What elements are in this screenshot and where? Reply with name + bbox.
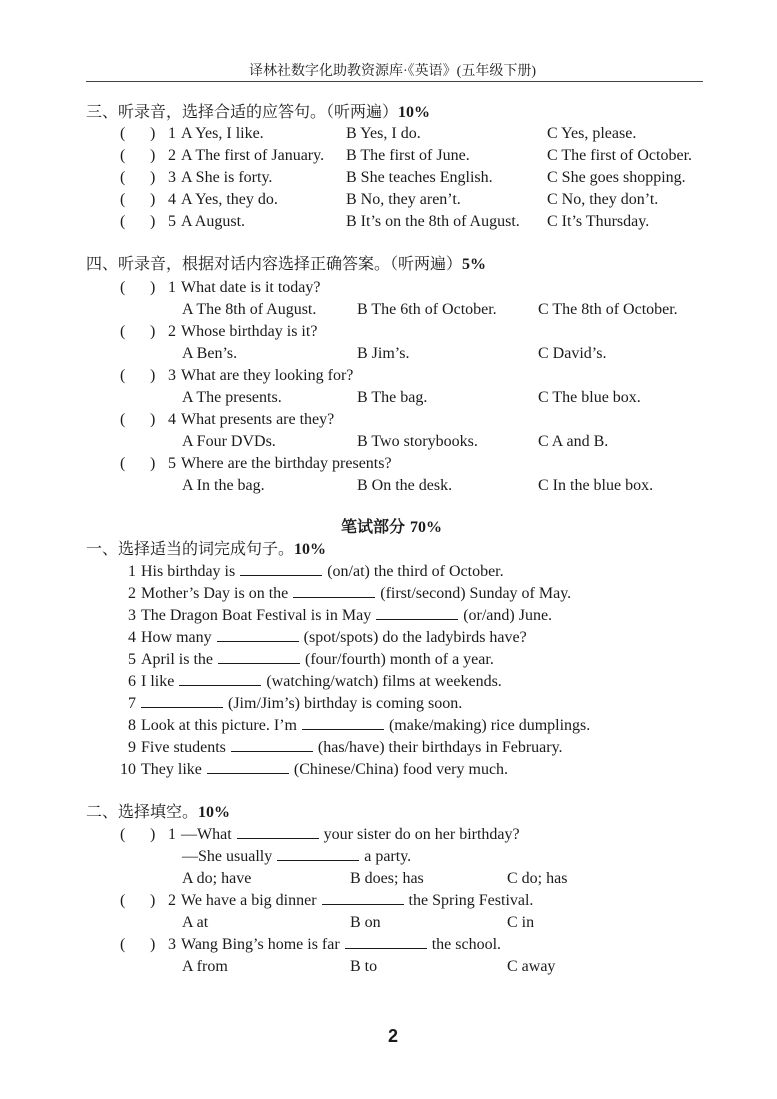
answer-bracket-close: ) — [150, 191, 156, 208]
answer-bracket-close: ) — [150, 411, 156, 428]
question-row — [0, 167, 777, 189]
option-c: C She goes shopping. — [547, 169, 686, 186]
sentence-text-after: (watching/watch) films at weekends. — [266, 673, 502, 690]
question-number: 1 — [168, 279, 176, 296]
sentence — [112, 671, 502, 693]
answer-bracket-close: ) — [150, 169, 156, 186]
options-row — [0, 475, 777, 497]
answer-bracket-close: ) — [150, 213, 156, 230]
answer-bracket-close: ) — [150, 455, 156, 472]
sentence — [112, 693, 462, 715]
answer-bracket-open: ( — [120, 125, 126, 142]
answer-blank — [231, 737, 313, 752]
answer-bracket-open: ( — [120, 279, 126, 296]
option-a: A The first of January. — [181, 147, 325, 164]
question-text: your sister do on her birthday? — [323, 826, 520, 843]
sentence-text-before: How many — [141, 629, 212, 646]
option-a: A from — [182, 958, 228, 975]
section-heading-text: 一、选择适当的词完成句子。 — [86, 541, 295, 558]
question-number: 3 — [168, 367, 176, 384]
options-row — [0, 431, 777, 453]
sentence-row — [0, 693, 777, 715]
sentence-number: 7 — [128, 695, 136, 712]
question-row — [0, 123, 777, 145]
option-b: B She teaches English. — [346, 169, 493, 186]
option-b: B The first of June. — [346, 147, 470, 164]
question-lead — [168, 409, 334, 431]
option-a: A Ben’s. — [182, 345, 238, 362]
option-b: B No, they aren’t. — [346, 191, 461, 208]
options-row — [0, 343, 777, 365]
answer-blank — [141, 693, 223, 708]
sentence-text-before: Look at this picture. I’m — [141, 717, 297, 734]
sentence-row — [0, 759, 777, 781]
section-heading — [86, 539, 326, 561]
sentence-text-before: His birthday is — [141, 563, 236, 580]
sentence-row — [0, 737, 777, 759]
question-lead — [168, 211, 245, 233]
sentence-number: 8 — [128, 717, 136, 734]
answer-blank — [217, 627, 299, 642]
question-lead — [168, 189, 278, 211]
sentence — [112, 561, 504, 583]
sentence-row — [0, 605, 777, 627]
option-c: C In the blue box. — [538, 477, 654, 494]
answer-bracket-open: ( — [120, 411, 126, 428]
sentence-number: 2 — [128, 585, 136, 602]
sentence-number: 3 — [128, 607, 136, 624]
question-number: 1 — [168, 826, 176, 843]
sentence — [112, 627, 527, 649]
sentence-text-after: (make/making) rice dumplings. — [388, 717, 591, 734]
question-row — [0, 824, 777, 846]
answer-blank — [207, 759, 289, 774]
question-row — [0, 890, 777, 912]
option-b: B Jim’s. — [357, 345, 410, 362]
section-heading — [86, 254, 486, 276]
answer-blank — [376, 605, 458, 620]
options-row — [0, 956, 777, 978]
sentence-text-after: (Jim/Jim’s) birthday is coming soon. — [228, 695, 463, 712]
question-number: 3 — [168, 936, 176, 953]
question-text: We have a big dinner — [181, 892, 317, 909]
option-a: A do; have — [182, 870, 252, 887]
sentence-text-before: April is the — [141, 651, 213, 668]
question-text: What are they looking for? — [181, 367, 354, 384]
answer-bracket-close: ) — [150, 125, 156, 142]
option-c: C It’s Thursday. — [547, 213, 650, 230]
question-row — [0, 211, 777, 233]
written-part-title — [341, 517, 442, 539]
sentence-text-after: (or/and) June. — [463, 607, 553, 624]
sentence — [112, 649, 494, 671]
sentence-number: 6 — [128, 673, 136, 690]
sentence-text-before: I like — [141, 673, 175, 690]
sentence-number: 10 — [120, 761, 136, 778]
question-text: —She usually — [182, 848, 273, 865]
question-continuation — [182, 846, 411, 868]
sentence-number: 9 — [128, 739, 136, 756]
option-c: C No, they don’t. — [547, 191, 659, 208]
option-c: C David’s. — [538, 345, 607, 362]
page-number: 2 — [388, 1026, 399, 1046]
option-b: B to — [350, 958, 378, 975]
section-score: 5% — [462, 256, 487, 273]
answer-blank — [237, 824, 319, 839]
option-c: C away — [507, 958, 556, 975]
question-text: a party. — [364, 848, 412, 865]
option-c: C The blue box. — [538, 389, 641, 406]
options-row — [0, 912, 777, 934]
written-part-score: 70% — [410, 519, 443, 536]
sentence-text-after: (Chinese/China) food very much. — [293, 761, 509, 778]
question-lead — [168, 123, 264, 145]
option-b: B on — [350, 914, 381, 931]
header-title: 译林社数字化助教资源库·《英语》(五年级下册) — [249, 64, 536, 79]
question-row — [0, 934, 777, 956]
option-a: A The 8th of August. — [182, 301, 317, 318]
option-b: B does; has — [350, 870, 424, 887]
sentence-number: 5 — [128, 651, 136, 668]
answer-bracket-close: ) — [150, 892, 156, 909]
option-c: C A and B. — [538, 433, 609, 450]
sentence-text-before: Five students — [141, 739, 226, 756]
sentence — [112, 583, 571, 605]
sentence — [112, 715, 590, 737]
option-b: B The bag. — [357, 389, 428, 406]
answer-bracket-open: ( — [120, 826, 126, 843]
written-part-title-text: 笔试部分 — [341, 519, 406, 536]
question-lead — [168, 824, 520, 846]
question-lead — [168, 277, 321, 299]
question-text: the school. — [431, 936, 502, 953]
option-b: B Two storybooks. — [357, 433, 478, 450]
answer-blank — [218, 649, 300, 664]
sentence — [112, 605, 552, 627]
question-text: Wang Bing’s home is far — [181, 936, 340, 953]
question-row — [0, 409, 777, 431]
sentence-text-before: Mother’s Day is on the — [141, 585, 289, 602]
question-lead — [168, 167, 272, 189]
question-number: 4 — [168, 191, 176, 208]
answer-blank — [293, 583, 375, 598]
question-row — [0, 453, 777, 475]
answer-bracket-close: ) — [150, 936, 156, 953]
sentence — [112, 737, 563, 759]
question-number: 1 — [168, 125, 176, 142]
section-heading-text: 二、选择填空。 — [86, 804, 199, 821]
section-heading-text: 四、听录音，根据对话内容选择正确答案。（听两遍） — [86, 256, 463, 273]
sentence-text-after: (four/fourth) month of a year. — [305, 651, 494, 668]
option-a: A In the bag. — [182, 477, 265, 494]
sentence-row — [0, 649, 777, 671]
answer-bracket-open: ( — [120, 213, 126, 230]
question-number: 2 — [168, 323, 176, 340]
answer-blank — [302, 715, 384, 730]
answer-bracket-close: ) — [150, 826, 156, 843]
sentence-row — [0, 561, 777, 583]
sentence-text-before: They like — [141, 761, 202, 778]
option-c: C in — [507, 914, 535, 931]
option-c: C The 8th of October. — [538, 301, 678, 318]
question-lead — [168, 365, 353, 387]
option-a: A Yes, they do. — [181, 191, 278, 208]
question-text: Whose birthday is it? — [181, 323, 318, 340]
question-row — [0, 321, 777, 343]
answer-bracket-open: ( — [120, 323, 126, 340]
option-b: B The 6th of October. — [357, 301, 497, 318]
sentence-text-after: (first/second) Sunday of May. — [380, 585, 572, 602]
sentence-text-after: (has/have) their birthdays in February. — [317, 739, 563, 756]
sentence-row — [0, 583, 777, 605]
sentence-number: 1 — [128, 563, 136, 580]
sentence-text-after: (spot/spots) do the ladybirds have? — [303, 629, 527, 646]
section-score: 10% — [398, 104, 431, 121]
question-number: 5 — [168, 455, 176, 472]
section-heading-text: 三、听录音，选择合适的应答句。（听两遍） — [86, 104, 399, 121]
sentence-text-after: (on/at) the third of October. — [327, 563, 504, 580]
option-a: A The presents. — [182, 389, 282, 406]
question-row — [0, 277, 777, 299]
section-heading — [86, 802, 230, 824]
answer-bracket-open: ( — [120, 892, 126, 909]
sentence-row — [0, 715, 777, 737]
answer-blank — [322, 890, 404, 905]
question-number: 4 — [168, 411, 176, 428]
answer-bracket-close: ) — [150, 323, 156, 340]
question-number: 5 — [168, 213, 176, 230]
options-row — [0, 868, 777, 890]
option-c: C Yes, please. — [547, 125, 637, 142]
option-a: A She is forty. — [181, 169, 273, 186]
option-a: A at — [182, 914, 209, 931]
question-number: 2 — [168, 147, 176, 164]
answer-bracket-open: ( — [120, 191, 126, 208]
question-row — [0, 846, 777, 868]
option-a: A Yes, I like. — [181, 125, 264, 142]
question-lead — [168, 145, 324, 167]
answer-bracket-close: ) — [150, 367, 156, 384]
options-row — [0, 299, 777, 321]
question-number: 3 — [168, 169, 176, 186]
sentence-text-before: The Dragon Boat Festival is in May — [141, 607, 372, 624]
sentence-row — [0, 627, 777, 649]
sentence-row — [0, 671, 777, 693]
question-text: What presents are they? — [181, 411, 335, 428]
question-row — [0, 365, 777, 387]
sentence-number: 4 — [128, 629, 136, 646]
question-text: —What — [181, 826, 232, 843]
option-a: A Four DVDs. — [182, 433, 276, 450]
option-b: B It’s on the 8th of August. — [346, 213, 520, 230]
question-lead — [168, 890, 533, 912]
question-number: 2 — [168, 892, 176, 909]
answer-bracket-open: ( — [120, 455, 126, 472]
option-c: C do; has — [507, 870, 568, 887]
option-b: B On the desk. — [357, 477, 453, 494]
answer-bracket-open: ( — [120, 169, 126, 186]
options-row — [0, 387, 777, 409]
option-a: A August. — [181, 213, 246, 230]
answer-bracket-open: ( — [120, 936, 126, 953]
option-b: B Yes, I do. — [346, 125, 421, 142]
answer-bracket-open: ( — [120, 367, 126, 384]
sentence — [112, 759, 508, 781]
answer-bracket-close: ) — [150, 147, 156, 164]
answer-blank — [277, 846, 359, 861]
section-score: 10% — [294, 541, 327, 558]
question-lead — [168, 321, 317, 343]
answer-bracket-open: ( — [120, 147, 126, 164]
answer-blank — [240, 561, 322, 576]
answer-blank — [345, 934, 427, 949]
question-row — [0, 145, 777, 167]
answer-bracket-close: ) — [150, 279, 156, 296]
header-divider — [86, 81, 703, 82]
question-row — [0, 189, 777, 211]
section-score: 10% — [198, 804, 231, 821]
question-lead — [168, 934, 501, 956]
question-text: Where are the birthday presents? — [181, 455, 392, 472]
question-text: the Spring Festival. — [408, 892, 534, 909]
option-c: C The first of October. — [547, 147, 693, 164]
answer-blank — [179, 671, 261, 686]
question-text: What date is it today? — [181, 279, 321, 296]
section-heading — [86, 102, 430, 124]
question-lead — [168, 453, 392, 475]
